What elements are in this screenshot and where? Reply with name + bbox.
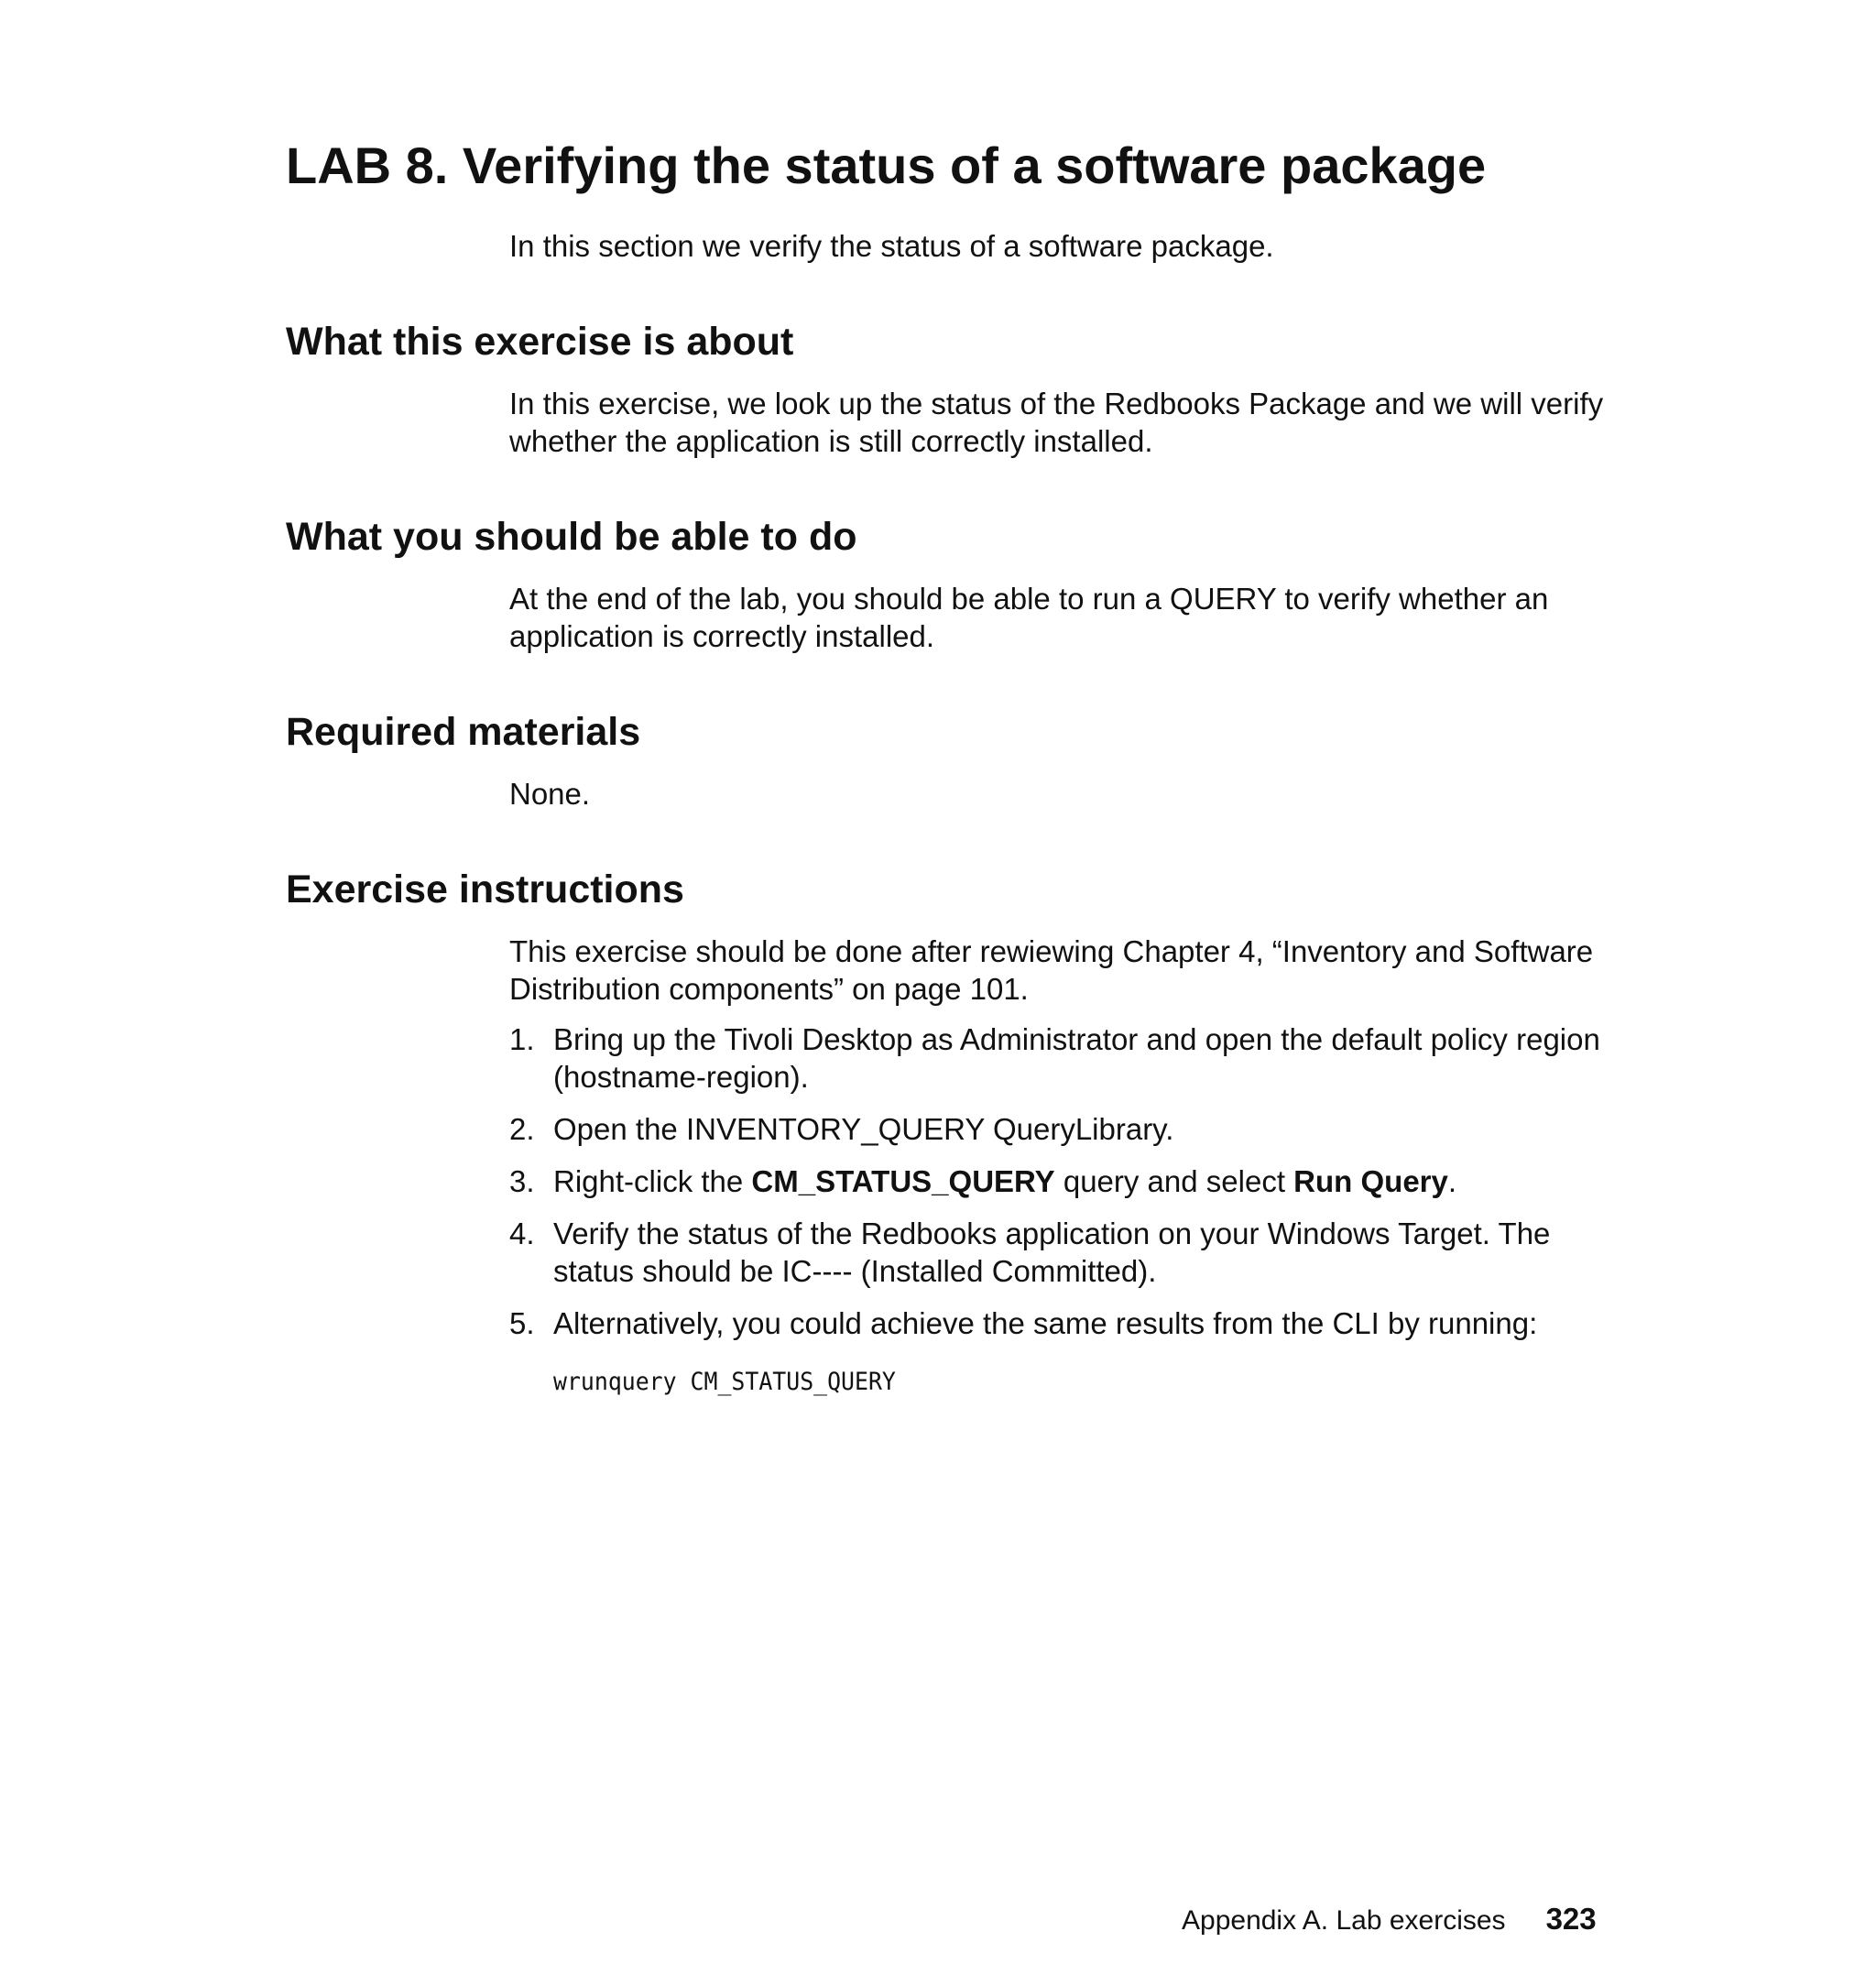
step-number: 2. <box>509 1112 535 1146</box>
step-text-pre: Right-click the <box>553 1164 752 1198</box>
page-footer <box>1182 1902 1597 1938</box>
step-text-mid: query and select <box>1054 1164 1294 1198</box>
step-number: 3. <box>509 1164 535 1198</box>
about-paragraph: In this exercise, we look up the status of the Redbooks Package and we will verify whether the application is still correctly installed. <box>509 387 1604 458</box>
intro-paragraph: In this section we verify the status of a software package. <box>509 229 1274 263</box>
page-number: 323 <box>1545 1902 1597 1936</box>
step-number: 1. <box>509 1022 535 1056</box>
heading-able: What you should be able to do <box>286 515 857 559</box>
query-name: CM_STATUS_QUERY <box>751 1164 1055 1198</box>
menu-action: Run Query <box>1293 1164 1448 1198</box>
step-text: Bring up the Tivoli Desktop as Administrator and open the default policy region (hostname-region). <box>553 1022 1600 1094</box>
step-text-post: . <box>1447 1164 1457 1198</box>
step-number: 5. <box>509 1306 535 1340</box>
instructions-paragraph: This exercise should be done after rewiewing Chapter 4, “Inventory and Software Distribution components” on page 101. <box>509 934 1594 1006</box>
heading-about: What this exercise is about <box>286 320 794 364</box>
list-item <box>509 1215 1627 1290</box>
list-item <box>509 1020 1627 1096</box>
footer-label: Appendix A. Lab exercises <box>1182 1905 1506 1936</box>
able-paragraph: At the end of the lab, you should be able to run a QUERY to verify whether an application is correctly installed. <box>509 582 1549 653</box>
step-text: Verify the status of the Redbooks application on your Windows Target. The status should be IC---- (Installed Committed). <box>553 1217 1551 1288</box>
cli-command: wrunquery CM_STATUS_QUERY <box>553 1368 896 1396</box>
page-title: LAB 8. Verifying the status of a software package <box>286 136 1487 194</box>
materials-paragraph: None. <box>509 777 591 811</box>
heading-materials: Required materials <box>286 710 641 754</box>
step-text <box>553 1164 1456 1198</box>
instruction-steps <box>509 1020 1627 1357</box>
step-text: Open the INVENTORY_QUERY QueryLibrary. <box>553 1112 1174 1146</box>
heading-instructions: Exercise instructions <box>286 868 684 911</box>
list-item <box>509 1304 1627 1342</box>
step-text: Alternatively, you could achieve the same results from the CLI by running: <box>553 1306 1538 1340</box>
list-item <box>509 1110 1627 1148</box>
step-number: 4. <box>509 1217 535 1250</box>
list-item <box>509 1162 1627 1200</box>
